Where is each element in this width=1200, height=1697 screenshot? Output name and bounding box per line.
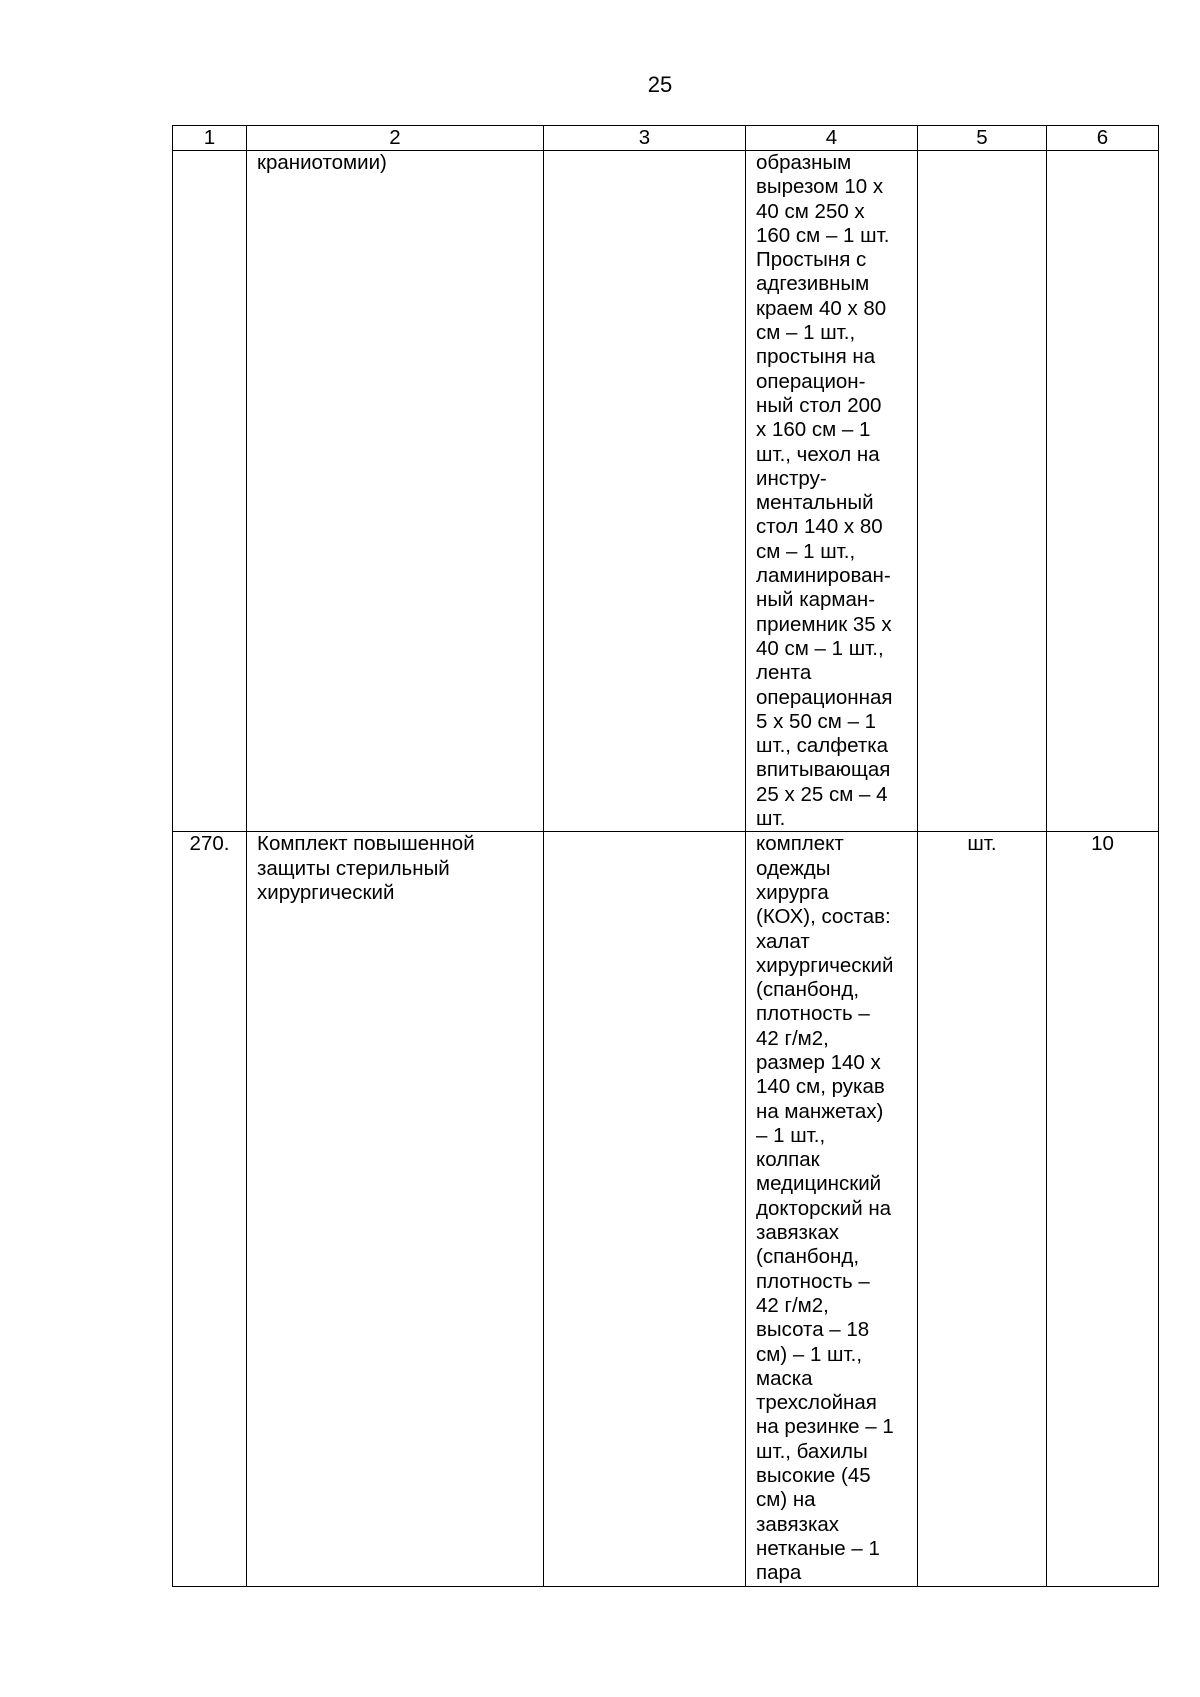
page-number: 25 — [647, 72, 673, 97]
item-description-line: адгезивным — [756, 272, 870, 296]
item-description-line: (КОХ), состав: — [756, 905, 891, 929]
item-description-line: 40 см 250 х — [756, 199, 865, 223]
item-name-line: хирургический — [257, 880, 395, 904]
item-description-line: на манжетах) — [756, 1099, 884, 1123]
item-description-line: комплект — [756, 832, 844, 856]
row-number-cell — [173, 151, 247, 832]
column-header-1: 1 — [173, 126, 247, 151]
item-description-line: высота – 18 — [756, 1318, 870, 1342]
quantity-cell — [1047, 151, 1159, 832]
column-header-5: 5 — [918, 126, 1047, 151]
item-description-line: халат — [756, 929, 810, 953]
item-description-line: медицинский — [756, 1172, 882, 1196]
table-body — [173, 151, 1159, 1587]
item-description-line: высокие (45 — [756, 1464, 871, 1488]
row-number-cell: 270. — [173, 832, 247, 1586]
item-name-cell — [247, 832, 544, 1586]
item-description-line: ный карман- — [756, 588, 876, 612]
column-header-6: 6 — [1047, 126, 1159, 151]
item-description-line: шт., бахилы — [756, 1439, 868, 1463]
item-description-line: вырезом 10 х — [756, 175, 884, 199]
item-description-line: операцион- — [756, 369, 866, 393]
item-description-line: шт. — [756, 807, 786, 831]
item-description-line: шт., салфетка — [756, 734, 889, 758]
item-description-line: пара — [756, 1561, 802, 1585]
item-description-line: (спанбонд, — [756, 1245, 860, 1269]
item-description-line: 140 см, рукав — [756, 1075, 885, 1099]
item-description-line: операционная — [756, 685, 893, 709]
item-description-line: колпак — [756, 1148, 820, 1172]
table-header-row — [173, 126, 1159, 151]
item-name-line: защиты стерильный — [257, 856, 450, 880]
item-description-line: одежды — [756, 856, 831, 880]
quantity-cell: 10 — [1047, 832, 1159, 1586]
specification-table — [172, 125, 1159, 1587]
item-description-line: хирурга — [756, 880, 829, 904]
column-header-4: 4 — [746, 126, 918, 151]
item-description-line: (спанбонд, — [756, 978, 860, 1002]
item-description-line: 25 х 25 см – 4 — [756, 782, 888, 806]
item-description-line: – 1 шт., — [756, 1123, 826, 1147]
item-description-line: впитывающая — [756, 758, 891, 782]
table-row — [173, 832, 1159, 1586]
item-description-line: см – 1 шт., — [756, 321, 856, 345]
item-description-line: 42 г/м2, — [756, 1026, 829, 1050]
item-description-line: приемник 35 х — [756, 612, 892, 636]
item-description-cell — [746, 151, 918, 832]
unit-cell: шт. — [918, 832, 1047, 1586]
item-description-line: 40 см – 1 шт., — [756, 636, 884, 660]
column-3-cell — [544, 832, 746, 1586]
item-description-line: нетканые – 1 — [756, 1536, 880, 1560]
item-description-line: образным — [756, 151, 852, 174]
item-description-line: ментальный — [756, 491, 874, 515]
item-description-line: см – 1 шт., — [756, 539, 856, 563]
item-description-line: маска — [756, 1366, 813, 1390]
item-description-line: размер 140 х — [756, 1050, 881, 1074]
item-description-line: х 160 см – 1 — [756, 418, 871, 442]
item-description-line: ламинирован- — [756, 564, 891, 588]
item-description-cell — [746, 832, 918, 1586]
item-name-line: краниотомии) — [257, 151, 387, 174]
item-description-line: докторский на — [756, 1196, 892, 1220]
item-description-line: завязках — [756, 1512, 840, 1536]
item-description-line: см) – 1 шт., — [756, 1342, 863, 1366]
item-description-line: лента — [756, 661, 812, 685]
item-description-line: трехслойная — [756, 1391, 877, 1415]
item-description-line: простыня на — [756, 345, 876, 369]
unit-cell — [918, 151, 1047, 832]
item-name-line: Комплект повышенной — [257, 832, 475, 856]
column-header-2: 2 — [247, 126, 544, 151]
table-row — [173, 151, 1159, 832]
item-description-line: плотность – — [756, 1002, 870, 1026]
item-description-line: 160 см – 1 шт. — [756, 223, 890, 247]
item-description-line: 42 г/м2, — [756, 1293, 829, 1317]
item-description-line: на резинке – 1 — [756, 1415, 894, 1439]
item-description-line: Простыня с — [756, 248, 867, 272]
item-description-line: хирургический — [756, 953, 894, 977]
item-name-cell — [247, 151, 544, 832]
item-description-line: инстру- — [756, 466, 827, 490]
item-description-line: 5 х 50 см – 1 — [756, 709, 877, 733]
column-header-3: 3 — [544, 126, 746, 151]
item-description-line: см) на — [756, 1488, 816, 1512]
item-description-line: стол 140 х 80 — [756, 515, 883, 539]
item-description-line: плотность – — [756, 1269, 870, 1293]
item-description-line: завязках — [756, 1221, 840, 1245]
item-description-line: ный стол 200 — [756, 393, 882, 417]
item-description-line: краем 40 х 80 — [756, 296, 887, 320]
column-3-cell — [544, 151, 746, 832]
item-description-line: шт., чехол на — [756, 442, 880, 466]
